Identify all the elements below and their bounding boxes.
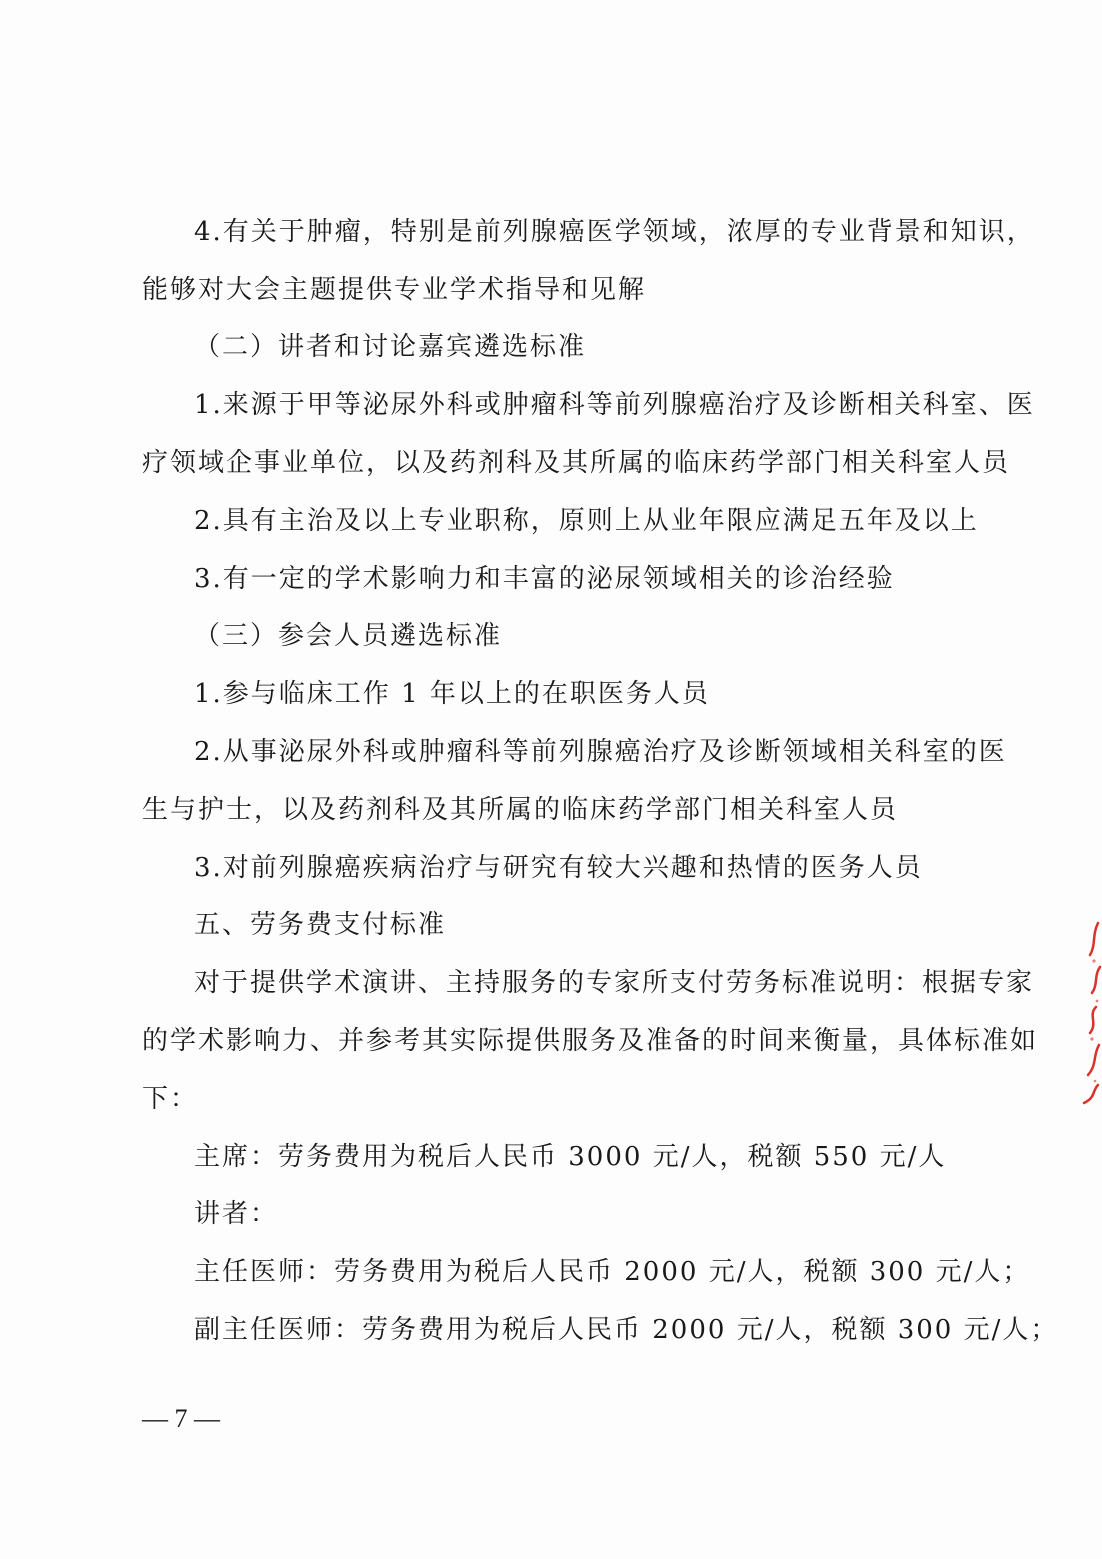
section-heading-speakers: （二）讲者和讨论嘉宾遴选标准 xyxy=(194,332,587,362)
paragraph-line-15: 的学术影响力、并参考其实际提供服务及准备的时间来衡量，具体标准如 xyxy=(142,1026,1039,1056)
paragraph-line-1: 4.有关于肿瘤，特别是前列腺癌医学领域，浓厚的专业背景和知识， xyxy=(194,217,1035,247)
paragraph-line-16: 下： xyxy=(142,1084,199,1114)
paragraph-line-2: 能够对大会主题提供专业学术指导和见解 xyxy=(142,275,647,305)
paragraph-line-11: 生与护士，以及药剂科及其所属的临床药学部门相关科室人员 xyxy=(142,795,899,825)
paragraph-line-10: 2.从事泌尿外科或肿瘤科等前列腺癌治疗及诊断领域相关科室的医 xyxy=(194,737,1007,767)
paragraph-line-14: 对于提供学术演讲、主持服务的专家所支付劳务标准说明：根据专家 xyxy=(194,968,1035,998)
paragraph-line-4: 1.来源于甲等泌尿外科或肿瘤科等前列腺癌治疗及诊断相关科室、医 xyxy=(194,390,1035,420)
paragraph-line-9: 1.参与临床工作 1 年以上的在职医务人员 xyxy=(194,679,710,709)
paragraph-line-5: 疗领域企事业单位，以及药剂科及其所属的临床药学部门相关科室人员 xyxy=(142,448,1011,478)
page-number: — 7 — xyxy=(142,1404,220,1433)
section-heading-fees: 五、劳务费支付标准 xyxy=(194,910,447,940)
seal-edge-icon xyxy=(1078,915,1102,1105)
fee-line-associate-chief-physician: 副主任医师：劳务费用为税后人民币 2000 元/人，税额 300 元/人； xyxy=(194,1315,1059,1345)
paragraph-line-7: 3.有一定的学术影响力和丰富的泌尿领域相关的诊治经验 xyxy=(194,564,895,594)
fee-line-chair: 主席：劳务费用为税后人民币 3000 元/人，税额 550 元/人 xyxy=(194,1142,947,1172)
fee-heading-speakers: 讲者： xyxy=(194,1199,279,1229)
paragraph-line-6: 2.具有主治及以上专业职称，原则上从业年限应满足五年及以上 xyxy=(194,506,979,536)
fee-line-chief-physician: 主任医师：劳务费用为税后人民币 2000 元/人，税额 300 元/人； xyxy=(194,1257,1031,1287)
paragraph-line-12: 3.对前列腺癌疾病治疗与研究有较大兴趣和热情的医务人员 xyxy=(194,853,923,883)
section-heading-attendees: （三）参会人员遴选标准 xyxy=(194,621,503,651)
